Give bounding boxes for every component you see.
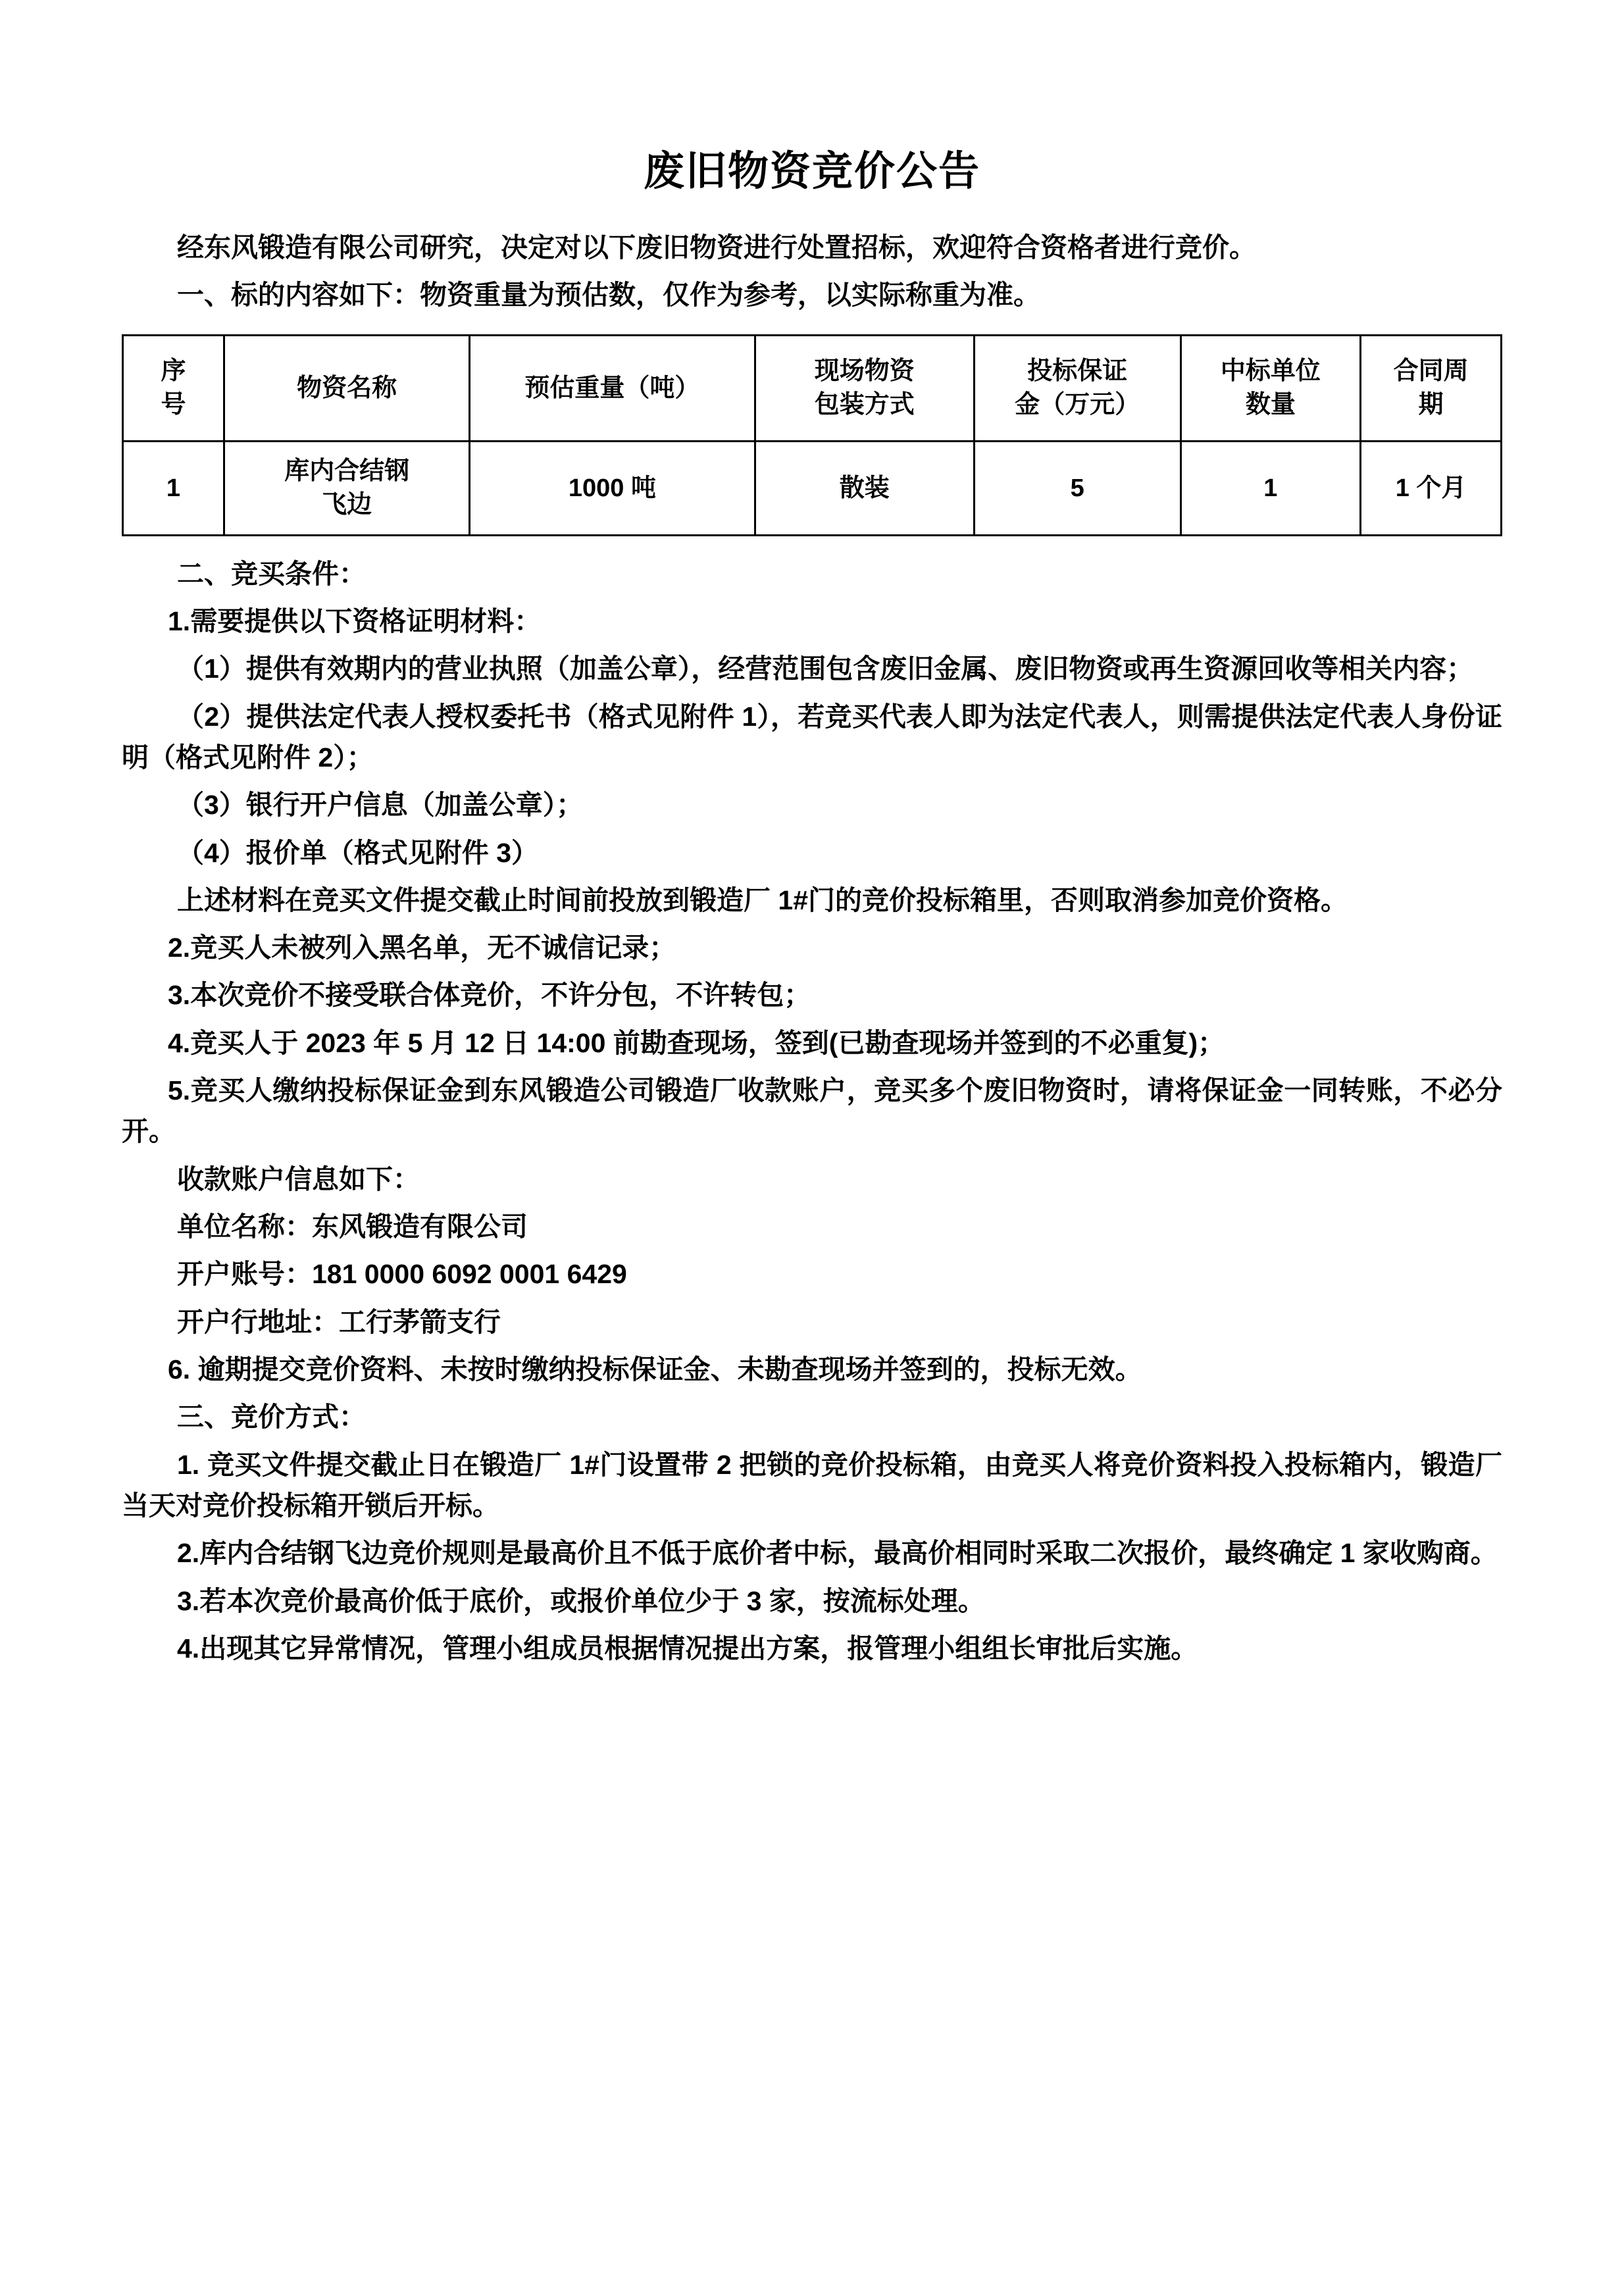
condition-sub-4: （4）报价单（格式见附件 3） bbox=[177, 837, 538, 868]
condition-item-1: 1.需要提供以下资格证明材料： bbox=[168, 605, 542, 636]
cell-name: 库内合结钢 飞边 bbox=[224, 441, 469, 535]
table-header-packaging: 现场物资 包装方式 bbox=[755, 335, 974, 441]
cell-deposit: 5 bbox=[974, 441, 1180, 535]
cell-contract-period: 1 个月 bbox=[1361, 441, 1502, 535]
condition-sub-2: （2）提供法定代表人授权委托书（格式见附件 1），若竞买代表人即为法定代表人，则需提供法定代表人身份证明（格式见附件 2）； bbox=[122, 701, 1502, 773]
table-header-contract-period: 合同周 期 bbox=[1361, 335, 1502, 441]
account-bank: 开户行地址：工行茅箭支行 bbox=[177, 1306, 501, 1337]
intro-paragraph: 经东风锻造有限公司研究，决定对以下废旧物资进行处置招标，欢迎符合资格者进行竞价。 bbox=[177, 232, 1256, 263]
condition-sub-note: 上述材料在竞买文件提交截止时间前投放到锻造厂 1#门的竞价投标箱里，否则取消参加竞价资格。 bbox=[177, 884, 1348, 915]
cell-index: 1 bbox=[123, 441, 224, 535]
table-header-weight: 预估重量（吨） bbox=[470, 335, 755, 441]
condition-item-4: 4.竞买人于 2023 年 5 月 12 日 14:00 前勘查现场，签到(已勘查现场并签到的不必重复)； bbox=[168, 1027, 1225, 1058]
method-item-2: 2.库内合结钢飞边竞价规则是最高价且不低于底价者中标，最高价相同时采取二次报价，最终确定 1 家收购商。 bbox=[177, 1538, 1498, 1569]
table-header-index: 序 号 bbox=[123, 335, 224, 441]
method-item-1: 1. 竞买文件提交截止日在锻造厂 1#门设置带 2 把锁的竞价投标箱，由竞买人将竞价资料投入投标箱内，锻造厂当天对竞价投标箱开锁后开标。 bbox=[122, 1449, 1502, 1521]
table-header-winner-count: 中标单位 数量 bbox=[1180, 335, 1361, 441]
cell-winner-count: 1 bbox=[1180, 441, 1361, 535]
table-header-deposit: 投标保证 金（万元） bbox=[974, 335, 1180, 441]
condition-item-2: 2.竞买人未被列入黑名单，无不诚信记录； bbox=[168, 932, 676, 963]
condition-sub-3: （3）银行开户信息（加盖公章）； bbox=[177, 790, 584, 821]
condition-sub-1: （1）提供有效期内的营业执照（加盖公章），经营范围包含废旧金属、废旧物资或再生资源回收等相关内容； bbox=[177, 653, 1474, 684]
account-heading: 收款账户信息如下： bbox=[177, 1163, 420, 1194]
condition-item-5: 5.竞买人缴纳投标保证金到东风锻造公司锻造厂收款账户，竞买多个废旧物资时，请将保证金一同转账，不必分开。 bbox=[122, 1075, 1502, 1147]
method-item-3: 3.若本次竞价最高价低于底价，或报价单位少于 3 家，按流标处理。 bbox=[177, 1585, 985, 1616]
section-three-heading: 三、竞价方式： bbox=[177, 1402, 366, 1433]
table-header-row bbox=[123, 335, 1502, 441]
cell-packaging: 散装 bbox=[755, 441, 974, 535]
table-header-name: 物资名称 bbox=[224, 335, 469, 441]
account-number: 开户账号：181 0000 6092 0001 6429 bbox=[177, 1259, 627, 1290]
table-row bbox=[123, 441, 1502, 535]
account-company: 单位名称：东风锻造有限公司 bbox=[177, 1211, 528, 1242]
section-two-heading: 二、竞买条件： bbox=[177, 558, 366, 589]
cell-weight: 1000 吨 bbox=[470, 441, 755, 535]
section-one-heading: 一、标的内容如下：物资重量为预估数，仅作为参考，以实际称重为准。 bbox=[177, 280, 1040, 311]
condition-item-6: 6. 逾期提交竞价资料、未按时缴纳投标保证金、未勘查现场并签到的，投标无效。 bbox=[168, 1354, 1142, 1384]
condition-item-3: 3.本次竞价不接受联合体竞价，不许分包，不许转包； bbox=[168, 980, 811, 1011]
page-title: 废旧物资竞价公告 bbox=[643, 149, 980, 194]
goods-table bbox=[122, 334, 1502, 536]
method-item-4: 4.出现其它异常情况，管理小组成员根据情况提出方案，报管理小组组长审批后实施。 bbox=[177, 1633, 1198, 1664]
